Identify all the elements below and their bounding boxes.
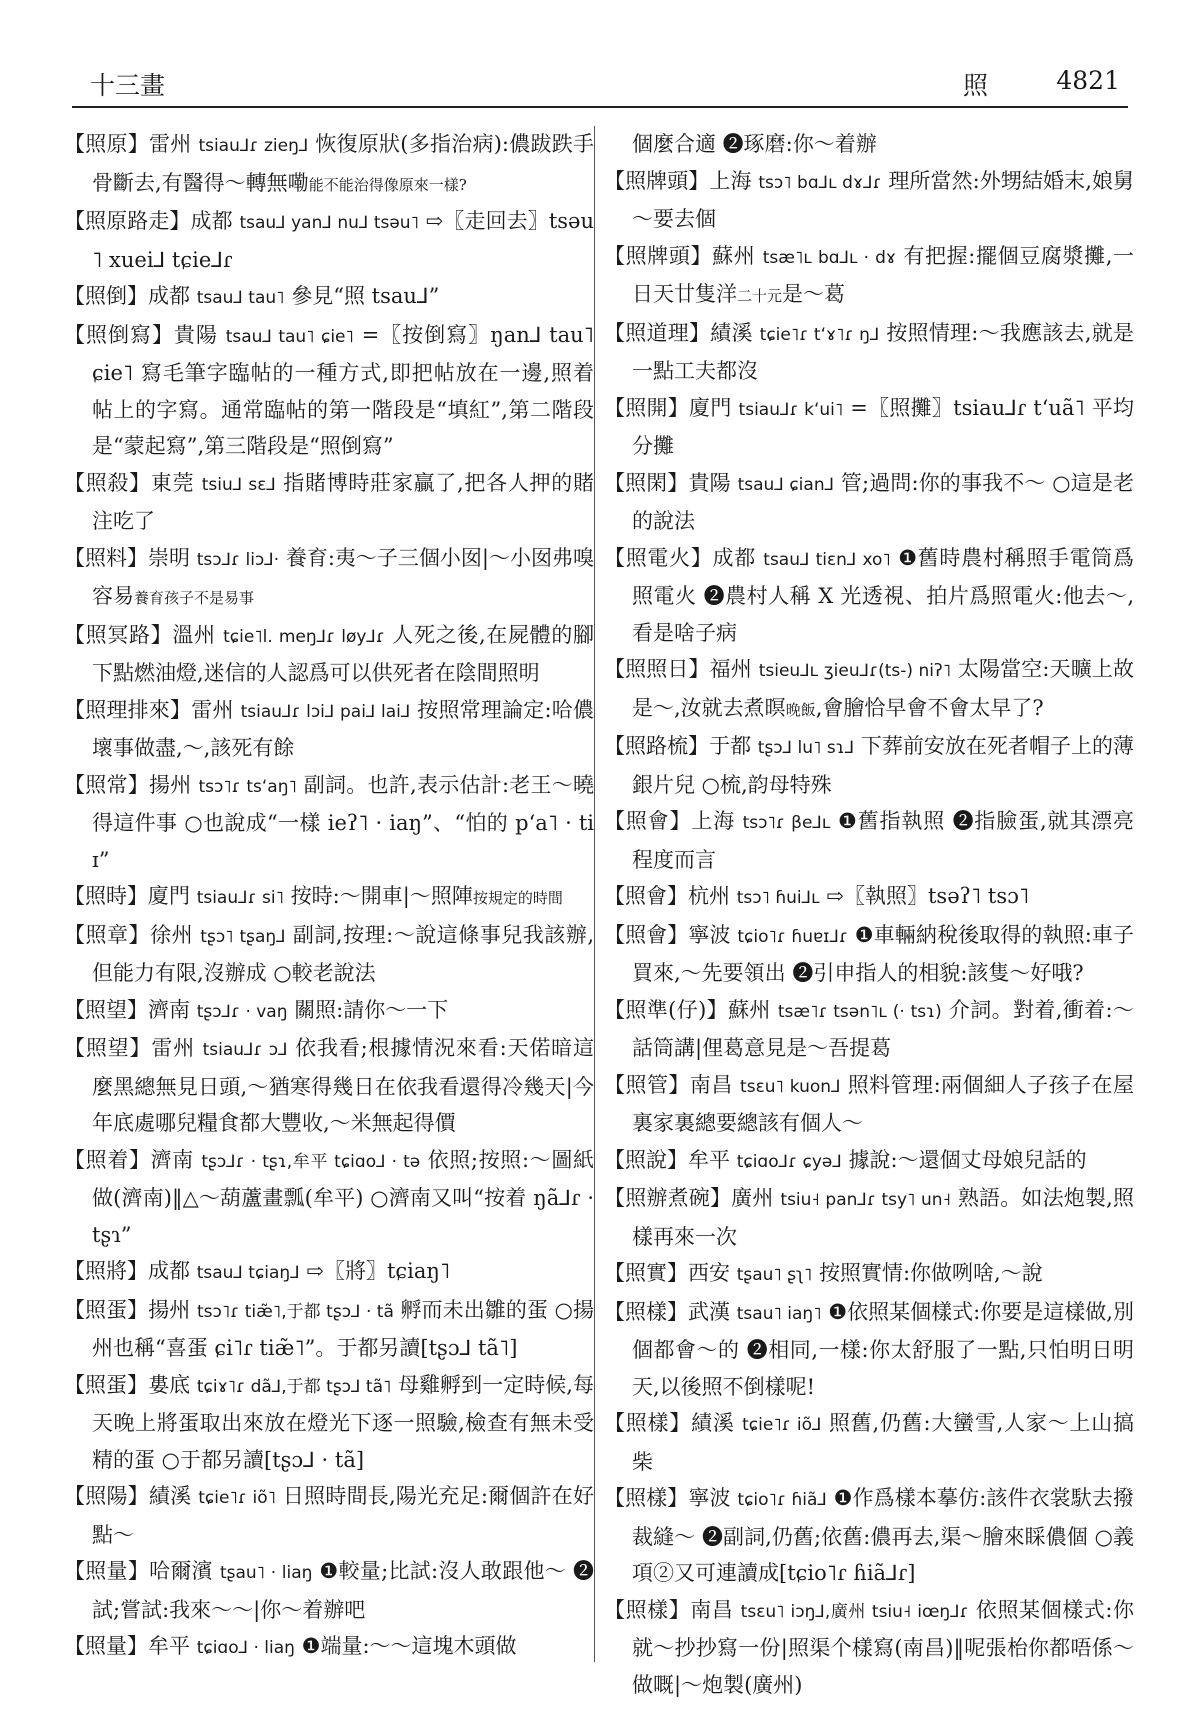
dialect-location: 溫州 [172, 622, 216, 647]
definition: 恢復原狀(多指治病):儂跋跌手骨斷去,有醫得～轉無嘞 [92, 132, 595, 195]
pronunciation: tsɔ˥ɾ tsʻaŋ˥ [198, 776, 297, 797]
definition: ❶舊指執照 ❷指臉蛋,就其漂亮程度而言 [632, 809, 1135, 872]
dictionary-entry [604, 126, 1134, 163]
dialect-location: 上海 [691, 809, 736, 833]
pronunciation: tʂau˥ ʂʅ˥ [736, 1265, 813, 1285]
dialect-location: 西安 [688, 1261, 730, 1285]
dictionary-entry [604, 878, 1134, 917]
headword: 【照會】 [604, 922, 689, 947]
dialect-location: 濟南 [148, 997, 190, 1022]
definition: ❶端量:～～這塊木頭做 [301, 1634, 517, 1658]
dictionary-entry [64, 278, 594, 317]
dialect-location: 廈門 [148, 884, 190, 908]
dialect-location: 績溪 [710, 320, 753, 345]
dictionary-entry [64, 1292, 594, 1367]
dictionary-entry [64, 917, 594, 992]
right-column [604, 126, 1134, 1703]
dialect-location: 牟平 [148, 1634, 190, 1658]
pronunciation: tɕie˥ɾ iõ˥ [198, 1488, 276, 1508]
head-character: 照 [962, 71, 988, 100]
definition: 養育:夷～子三個小囡|～小囡弗嗅容易 [92, 545, 595, 608]
definition: 熟語。如法炮製,照樣再來一次 [632, 1186, 1135, 1249]
headword: 【照常】 [64, 772, 149, 797]
pronunciation: tsiau⅃ɾ kʻui˥ [738, 399, 844, 420]
dictionary-entry [64, 1553, 594, 1628]
definition: ❶車輛納稅後取得的執照:車子買來,～先要領出 ❷引申指人的相貌:該隻～好哦? [632, 922, 1134, 985]
headword: 【照冥路】 [64, 622, 173, 647]
headword: 【照路梳】 [604, 734, 710, 758]
dialect-location: 績溪 [148, 1484, 192, 1508]
pronunciation: tʂɔ⅃ lu˥ sɿ⅃ [757, 738, 855, 758]
definition: 人死之後,在屍體的腳下點燃油燈,迷信的人認爲可以供死者在陰間照明 [92, 622, 595, 685]
gloss-note: 能不能治得像原來一樣? [308, 175, 467, 194]
dialect-location: 南昌 [690, 1597, 734, 1622]
headword: 【照望】 [64, 1036, 152, 1060]
dictionary-entry [64, 992, 594, 1031]
definition: ❶作爲樣本摹仿:該件衣裳馱去撥裁縫～ ❷副詞,仍舊;依舊:儂再去,渠～膾來睬儂個 ○義項②又可連讀成[tɕio˥ɾ ɦiã⅃ɾ] [632, 1486, 1134, 1585]
definition: 依照;按照:～圖紙做(濟南)‖△～葫蘆畫瓢(牟平) ○濟南又叫“按着 ŋã⅃ɾ · tʂɿ” [92, 1147, 595, 1247]
headword: 【照閑】 [604, 470, 689, 495]
gloss-note: 按規定的時間 [472, 889, 563, 907]
pronunciation: tɕiɑo⅃ɾ ɕyə⅃ [736, 1151, 842, 1172]
definition: 據說:～還個丈母娘兒話的 [848, 1147, 1087, 1172]
pronunciation: tsɔ˥ ɦui⅃ʟ [736, 888, 820, 908]
definition: ❶依照某個樣式:你要是這樣做,別個都會～的 ❷相同,一樣:你太舒服了一點,只怕明日明天,以後照不倒樣呢! [632, 1299, 1134, 1399]
definition: 參見“照 tsau⅃” [291, 284, 440, 308]
dictionary-entry [604, 238, 1134, 315]
pronunciation: tsæ˥ɾ tsən˥ʟ (· tsɿ) [777, 1001, 942, 1022]
pronunciation: tsæ˥ʟ bɑ⅃ʟ · dɤ [762, 247, 897, 268]
pronunciation: tʂau˥ · liaŋ [219, 1563, 313, 1583]
definition: 照料管理:兩個細人子孩子在屋裏家裏總要總該有個人～ [632, 1072, 1134, 1135]
gloss-note: 二十元 [737, 287, 783, 305]
dictionary-entry [64, 540, 594, 617]
dialect-location: 東莞 [150, 470, 195, 495]
definition: 下葬前安放在死者帽子上的薄銀片兒 ○梳,韵母特殊 [632, 734, 1134, 797]
dialect-location: 牟平 [688, 1147, 730, 1172]
pronunciation: tɕio˥ɾ ɦuɐɪ⅃ɾ [737, 926, 848, 947]
dictionary-entry [64, 692, 594, 767]
dictionary-entry [604, 1067, 1134, 1142]
pronunciation: tsau⅃ ɕian⅃ [737, 474, 835, 495]
pronunciation: tsau⅃ tau˥ ɕie˥ [225, 326, 354, 347]
definition: 依照某個樣式:你就～抄抄寫一份|照渠个樣寫(南昌)‖呢張枱你都唔係～做嘅|～炮製(廣州) [632, 1597, 1134, 1697]
definition: 副詞。也許,表示估計:老王～曉得這件事 ○也說成“一樣 ieʔ˥ · iaŋ”、“怕的 pʻa˥ · tiɪ” [92, 772, 595, 872]
definition: 按照情理:～我應該去,就是一點工夫都沒 [632, 320, 1134, 383]
definition: 按時:～開車|～照陣 [290, 884, 473, 908]
pronunciation: tɕie˥ɾ iõ⅃ [742, 1415, 822, 1435]
definition: 孵而未出雛的蛋 ○揚州也稱“喜蛋 ɕi˥ɾ tiæ̃˥”。于都另讀[tʂɔ⅃ tã˥] [92, 1297, 595, 1360]
dialect-location: 雷州 [191, 697, 234, 722]
definition-continued: ,會膾恰早會不會太早了? [815, 695, 1044, 720]
dialect-location: 成都 [148, 1259, 190, 1283]
pronunciation: tɕio˥ɾ ɦiã⅃ [737, 1490, 827, 1510]
definition: 個麼合適 ❷琢磨:你～着辦 [632, 132, 877, 156]
dictionary-entry [64, 617, 594, 692]
headword: 【照理排來】 [64, 697, 192, 722]
headword: 【照辦煮碗】 [604, 1186, 732, 1210]
headword: 【照管】 [604, 1072, 690, 1097]
dictionary-entry [64, 767, 594, 879]
headword: 【照說】 [604, 1147, 688, 1172]
headword: 【照會】 [604, 884, 688, 908]
page-header [72, 62, 1128, 108]
dictionary-entry [604, 728, 1134, 803]
dictionary-entry [64, 1367, 594, 1479]
page-number: 4821 [1056, 66, 1120, 95]
dialect-location: 貴陽 [688, 470, 731, 495]
dialect-location: 崇明 [148, 545, 191, 570]
dialect-location: 福州 [709, 657, 752, 681]
dictionary-entry [604, 163, 1134, 238]
pronunciation: tsau⅃ tau˥ [196, 288, 285, 308]
pronunciation: tsiu⅃ sɛ⅃ [201, 474, 276, 495]
definition: ⇨〖執照〗tsəʔ˥ tsɔ˥ [826, 884, 1030, 908]
pronunciation: tsiau⅃ɾ zieŋ⅃ [198, 136, 309, 156]
definition: 有把握:擺個豆腐漿攤,一日天廿隻洋 [632, 243, 1135, 306]
headword: 【照陽】 [64, 1484, 149, 1508]
dialect-location: 武漢 [688, 1299, 731, 1324]
pronunciation: tsieu⅃ʟ ʒieu⅃ɾ(ts-) niʔ˥ [758, 661, 952, 681]
dialect-location: 南昌 [689, 1072, 733, 1097]
headword: 【照蛋】 [64, 1372, 149, 1397]
dialect-location: 揚州 [149, 772, 192, 797]
definition: =〖照攤〗tsiau⅃ɾ tʻuã˥ 平均分攤 [632, 395, 1134, 458]
pronunciation: tɕiɑo⅃ · liaŋ [196, 1638, 295, 1658]
headword: 【照望】 [64, 997, 148, 1022]
pronunciation: tsɔ⅃ɾ liɔ⅃· [196, 549, 280, 570]
definition: 太陽當空:天曠上故是～,汝就去煮暝 [632, 657, 1135, 720]
headword: 【照蛋】 [64, 1297, 149, 1322]
column-divider [594, 126, 595, 1662]
dialect-location: 廣州 [731, 1186, 774, 1210]
dialect-location: 雷州 [151, 1036, 196, 1060]
dictionary-entry [64, 317, 594, 465]
dialect-location: 哈爾濱 [149, 1559, 213, 1583]
headword: 【照量】 [64, 1559, 150, 1583]
pronunciation: tsau⅃ yan⅃ nu⅃ tsəu˥ [239, 213, 419, 233]
headword: 【照倒】 [64, 284, 148, 308]
dictionary-entry [64, 1478, 594, 1553]
definition: 管;過問:你的事我不～ ○這是老的說法 [632, 470, 1134, 533]
pronunciation: tʂɔ⅃ɾ · tʂɿ,牟平 tɕiɑo⅃ · tə [201, 1151, 421, 1172]
dictionary-entry [64, 126, 594, 203]
dictionary-entry [604, 992, 1134, 1067]
pronunciation: tsiau⅃ɾ lɔi⅃ pai⅃ lai⅃ [240, 701, 411, 722]
definition: 副詞,按理:～說這條事兒我該辦,但能力有限,沒辦成 ○較老說法 [92, 922, 594, 985]
dialect-location: 成都 [712, 545, 756, 570]
pronunciation: tsau⅃ tɕiaŋ⅃ [196, 1263, 300, 1283]
dictionary-entry [604, 540, 1134, 652]
definition: ⇨〖將〗tɕiaŋ˥ [306, 1259, 451, 1283]
dictionary-entry [64, 203, 594, 278]
definition: 理所當然:外甥結婚末,娘舅～要去個 [632, 168, 1135, 231]
dictionary-entry [604, 1405, 1134, 1480]
section-title: 十三畫 [90, 71, 166, 100]
pronunciation: tɕie˥l. meŋ⅃ɾ løy⅃ɾ [223, 626, 385, 647]
definition: ⇨〖走回去〗tsəu˥ xuei⅃ tɕie⅃ɾ [92, 209, 594, 272]
dialect-location: 廈門 [689, 395, 732, 420]
definition: 日照時間長,陽光充足:爾個許在好點～ [92, 1484, 595, 1547]
headword: 【照樣】 [604, 1299, 689, 1324]
headword: 【照牌頭】 [604, 168, 710, 193]
dictionary-entry [64, 465, 594, 540]
headword: 【照樣】 [604, 1411, 692, 1435]
dictionary-entry [604, 1294, 1134, 1406]
headword: 【照着】 [64, 1147, 151, 1172]
dictionary-entry [604, 1480, 1134, 1592]
gloss-note: 晚飯 [785, 700, 816, 719]
dialect-location: 成都 [190, 209, 233, 233]
dialect-location: 濟南 [150, 1147, 194, 1172]
dialect-location: 婁底 [148, 1372, 191, 1397]
definition-continued: 是～葛 [782, 282, 846, 306]
dialect-location: 寧波 [688, 1486, 731, 1510]
pronunciation: tsɛu˥ iɔŋ⅃,廣州 tsiu˧ iœŋ⅃ɾ [740, 1601, 969, 1622]
dialect-location: 揚州 [148, 1297, 191, 1322]
headword: 【照原路走】 [64, 209, 191, 233]
dictionary-entry [604, 390, 1134, 465]
dialect-location: 徐州 [150, 922, 194, 947]
headword: 【照量】 [64, 1634, 148, 1658]
dictionary-entry [604, 1592, 1134, 1704]
headword: 【照準(仔)】 [604, 997, 729, 1022]
pronunciation: tsau⅃ tiɛn⅃ xo˥ [763, 549, 891, 570]
headword: 【照樣】 [604, 1486, 689, 1510]
headword: 【照牌頭】 [604, 243, 713, 268]
definition: 關照:請你～一下 [294, 997, 449, 1022]
pronunciation: tsiau⅃ɾ ɔ⅃ [202, 1040, 288, 1060]
pronunciation: tsɔ˥ɾ βe⅃ʟ [742, 813, 831, 833]
pronunciation: tsɔ˥ɾ tiæ̃˥,于都 tʂɔ⅃ · tã [197, 1301, 394, 1322]
definition: 按照實情:你做咧啥,～說 [818, 1261, 1043, 1285]
pronunciation: tʂɔ⅃ɾ · vaŋ [196, 1001, 288, 1022]
dictionary-entry [604, 917, 1134, 992]
headword: 【照樣】 [604, 1597, 691, 1622]
pronunciation: tsiu˧ pan⅃ɾ tsy˥ un˧ [780, 1190, 951, 1210]
definition: 指賭博時莊家贏了,把各人押的賭注吃了 [92, 470, 594, 533]
pronunciation: tʂɔ˥ tʂaŋ⅃ [200, 926, 286, 947]
headword: 【照實】 [604, 1261, 688, 1285]
definition: 介詞。對着,衝着:～話筒講|俚葛意見是～吾提葛 [632, 997, 1134, 1060]
dictionary-entry [64, 1030, 594, 1142]
dialect-location: 杭州 [688, 884, 730, 908]
dialect-location: 績溪 [691, 1411, 735, 1435]
dialect-location: 蘇州 [712, 243, 756, 268]
headword: 【照照日】 [604, 657, 710, 681]
headword: 【照倒寫】 [64, 322, 175, 347]
dictionary-entry [64, 878, 594, 917]
dictionary-entry [604, 1255, 1134, 1294]
dialect-location: 上海 [709, 168, 752, 193]
headword: 【照開】 [604, 395, 690, 420]
dictionary-entry [604, 1180, 1134, 1255]
dialect-location: 于都 [709, 734, 752, 758]
dictionary-entry [604, 803, 1134, 878]
gloss-note: 養育孩子不是易事 [134, 589, 255, 607]
dialect-location: 雷州 [149, 132, 192, 156]
pronunciation: tɕiɤ˥ɾ dã⅃,于都 tʂɔ⅃ tã˥ [196, 1376, 392, 1397]
pronunciation: tsɛu˥ kuon⅃ [740, 1076, 841, 1097]
headword: 【照料】 [64, 545, 149, 570]
dictionary-entry [604, 651, 1134, 728]
dictionary-entry [64, 1253, 594, 1292]
definition: 母雞孵到一定時候,每天晚上將蛋取出來放在燈光下逐一照驗,檢查有無未受精的蛋 ○于都另讀[tʂɔ⅃ · tã] [92, 1372, 594, 1472]
headword: 【照章】 [64, 922, 151, 947]
dialect-location: 貴陽 [174, 322, 219, 347]
dictionary-entry [64, 1142, 594, 1254]
definition: ❶舊時農村稱照手電筒爲照電火 ❷農村人稱 X 光透視、拍片爲照電火:他去～,看是啥子病 [632, 545, 1135, 645]
dialect-location: 寧波 [688, 922, 731, 947]
headword: 【照時】 [64, 884, 148, 908]
dictionary-entry [604, 1142, 1134, 1181]
dialect-location: 蘇州 [728, 997, 771, 1022]
headword: 【照會】 [604, 809, 692, 833]
definition: 按照常理論定:哈儂壞事做盡,～,該死有餘 [92, 697, 594, 760]
dictionary-entry [604, 465, 1134, 540]
definition: =〖按倒寫〗ŋan⅃ tau˥ ɕie˥ 寫毛筆字臨帖的一種方式,即把帖放在一邊,照着帖上的字寫。通常臨帖的第一階段是“填紅”,第二階段是“蒙起寫”,第三階段是“照倒寫” [92, 322, 594, 458]
pronunciation: tsɔ˥ bɑ⅃ʟ dɤ⅃ɾ [758, 172, 882, 193]
definition: 照舊,仍舊:大蠻雪,人家～上山搞柴 [632, 1411, 1134, 1474]
dialect-location: 成都 [148, 284, 190, 308]
left-column [64, 126, 594, 1667]
definition: 依我看;根據情況來看:天偌暗這麼黑總無見日頭,～猶寒得幾日在依我看還得冷幾天|今年底處哪兒糧食都大豐收,～米無起得價 [92, 1036, 595, 1135]
headword: 【照道理】 [604, 320, 711, 345]
pronunciation: tsau˥ iaŋ˥ [736, 1303, 822, 1324]
dictionary-entry [604, 315, 1134, 390]
headword: 【照殺】 [64, 470, 151, 495]
definition: ❶較量;比試:沒人敢跟他～ ❷試;嘗試:我來～～|你～着辦吧 [92, 1559, 595, 1622]
pronunciation: tsiau⅃ɾ si˥ [196, 888, 284, 908]
dictionary-entry [64, 1628, 594, 1667]
pronunciation: tɕie˥ɾ tʻɤ˥ɾ ŋ⅃ [759, 324, 880, 345]
headword: 【照電火】 [604, 545, 713, 570]
headword: 【照將】 [64, 1259, 148, 1283]
headword: 【照原】 [64, 132, 149, 156]
